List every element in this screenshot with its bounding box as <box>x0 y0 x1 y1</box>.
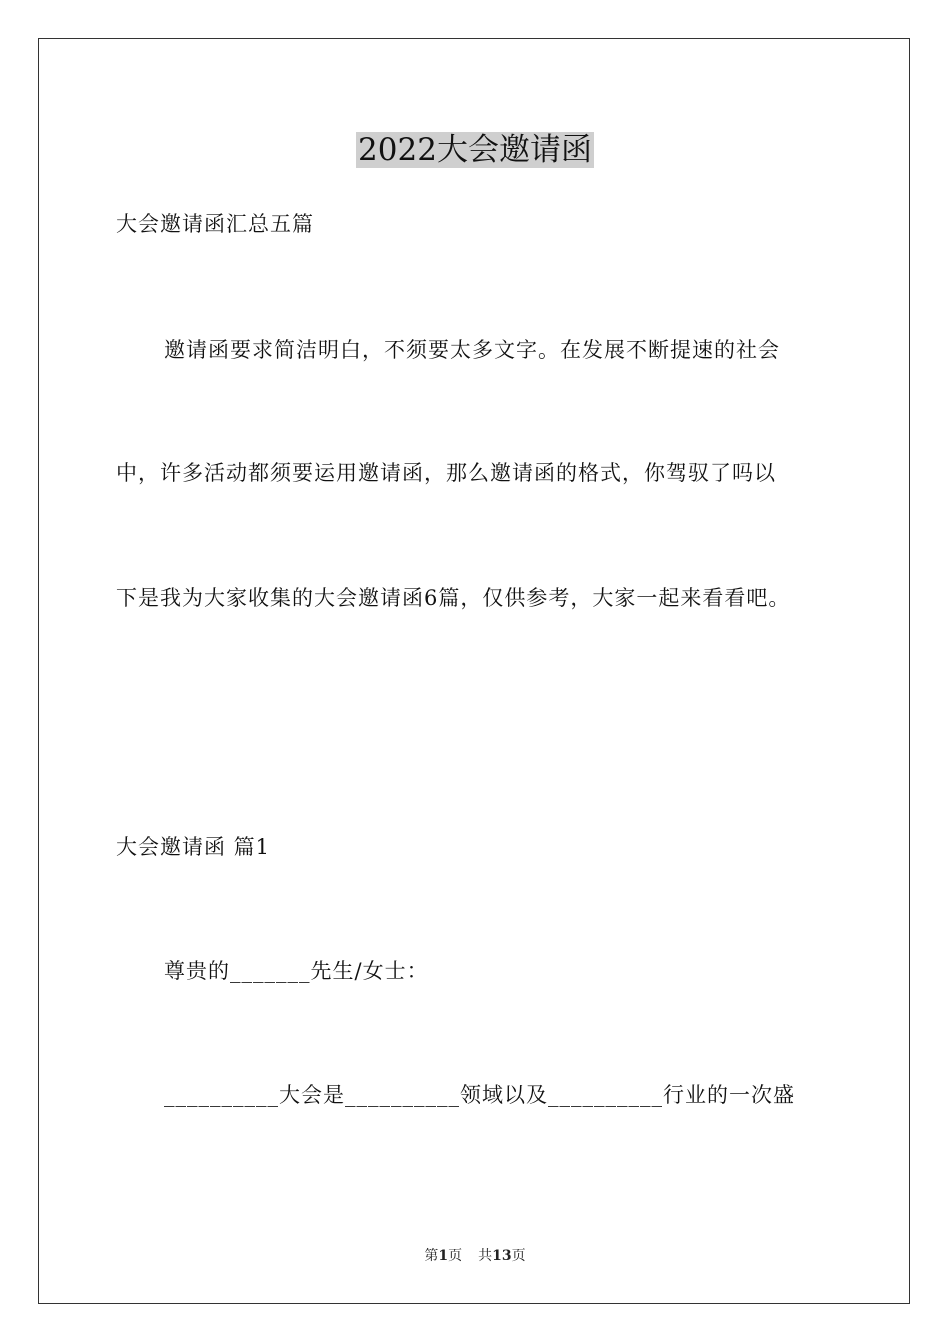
salutation-suffix: 先生/女士： <box>310 959 429 983</box>
body-text-3: 行业的一次盛 <box>663 1083 795 1107</box>
footer-total-prefix: 共 <box>478 1248 493 1264</box>
footer-page-current: 1 <box>438 1248 449 1264</box>
intro-line-1: 邀请函要求简洁明白，不须要太多文字。在发展不断提速的社会 <box>164 338 780 362</box>
footer-page-total: 13 <box>492 1248 512 1264</box>
field-blank: __________ <box>345 1083 460 1107</box>
salutation-name-blank: _______ <box>230 959 311 983</box>
event-name-blank: __________ <box>164 1083 279 1107</box>
body-line <box>164 1080 795 1110</box>
section-heading: 大会邀请函 篇1 <box>116 835 271 859</box>
footer-page-suffix: 页 <box>448 1248 463 1264</box>
intro-line-2: 中，许多活动都须要运用邀请函，那么邀请函的格式，你驾驭了吗以 <box>116 461 776 485</box>
body-text-1: 大会是 <box>279 1083 345 1107</box>
footer-total-suffix: 页 <box>511 1248 526 1264</box>
salutation-line <box>164 956 429 986</box>
page-footer <box>0 1246 950 1266</box>
industry-blank: __________ <box>548 1083 663 1107</box>
document-subtitle: 大会邀请函汇总五篇 <box>116 212 314 236</box>
salutation-prefix: 尊贵的 <box>164 959 230 983</box>
title-highlight: 2022大会邀请函 <box>358 132 592 168</box>
document-title <box>0 130 950 170</box>
body-text-2: 领域以及 <box>460 1083 548 1107</box>
intro-line-3: 下是我为大家收集的大会邀请函6篇，仅供参考，大家一起来看看吧。 <box>116 586 791 610</box>
footer-page-prefix: 第 <box>424 1248 439 1264</box>
